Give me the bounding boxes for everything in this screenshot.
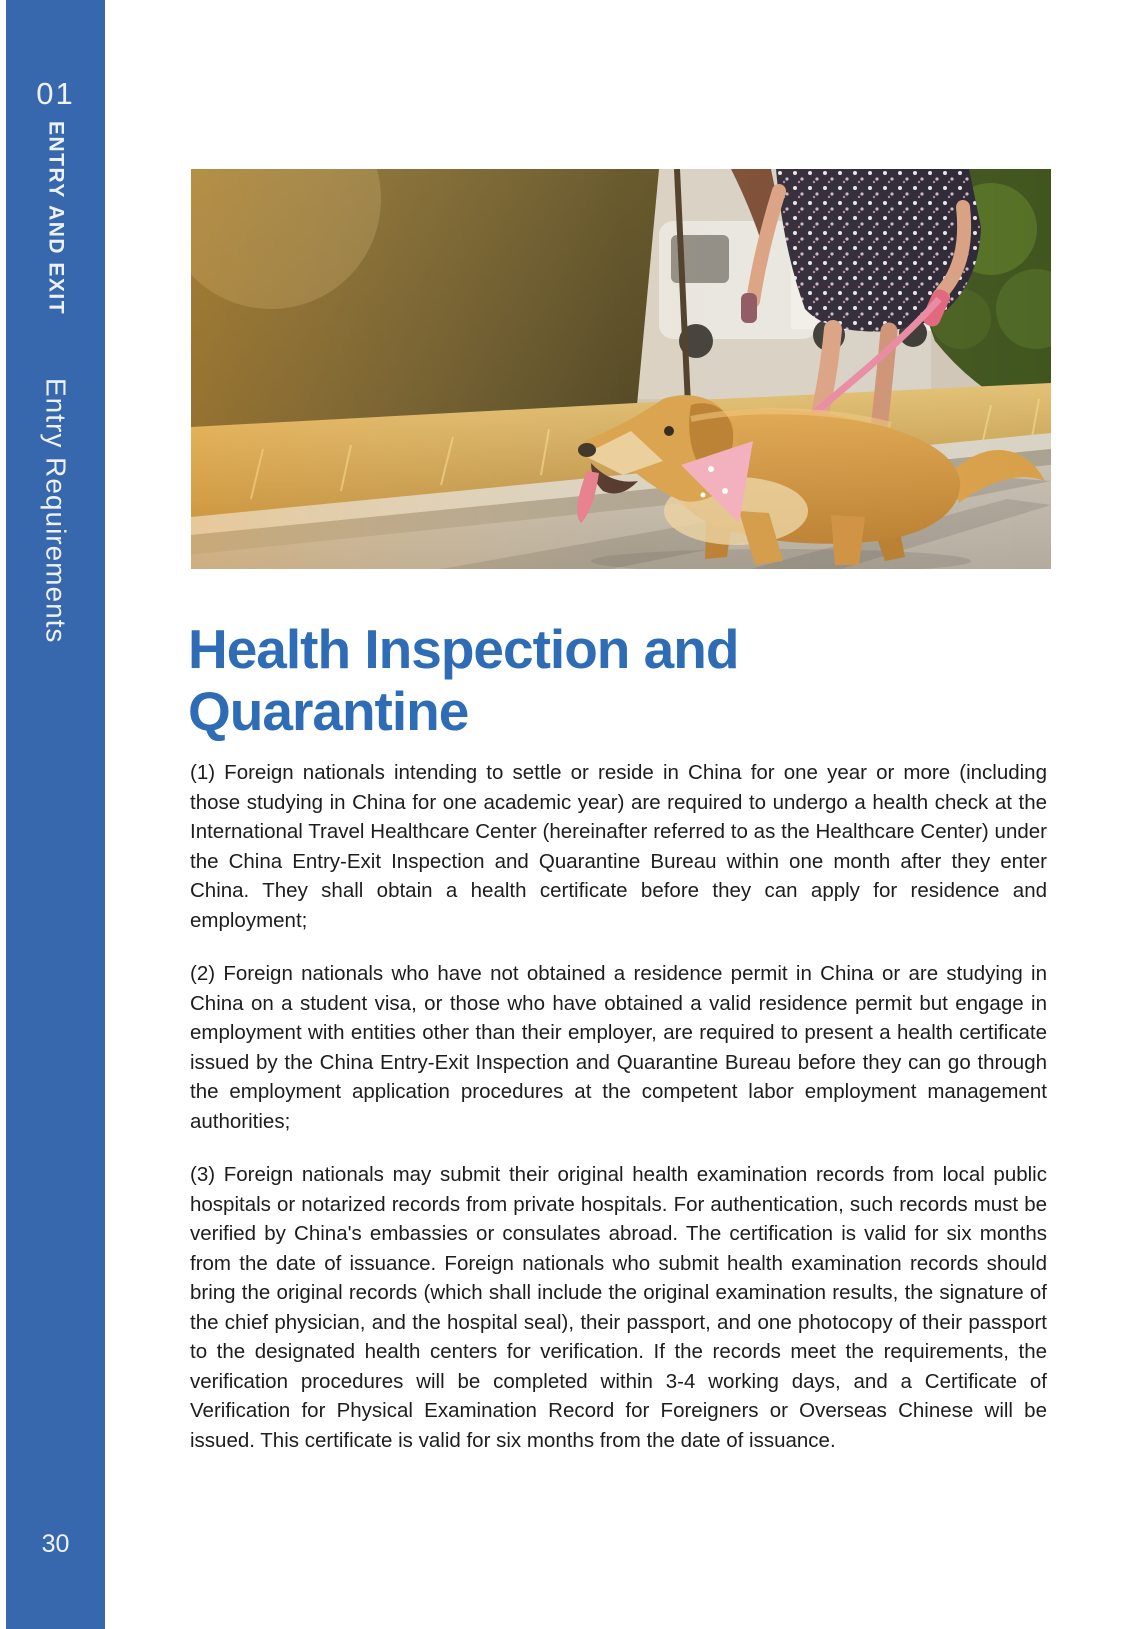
chapter-title: ENTRY AND EXIT xyxy=(44,121,68,316)
chapter-sidebar xyxy=(6,0,105,1629)
paragraph-1: (1) Foreign nationals intending to settle or reside in China for one year or more (including those studying in China for one academic year) are required to undergo a health check at the International Travel Healthcare Center (hereinafter referred to as the Healthcare Center) under the China Entry-Exit Inspection and Quarantine Bureau within one month after they enter China. They shall obtain a health certificate before they can apply for residence and employment; xyxy=(190,761,1047,932)
section-title: Entry Requirements xyxy=(40,378,72,644)
paragraph-2: (2) Foreign nationals who have not obtained a residence permit in China or are studying in China on a student visa, or those who have obtained a valid residence permit but engage in employment with entities other than their employer, are required to present a health certificate issued by the China Entry-Exit Inspection and Quarantine Bureau before they can go through the employment application procedures at the competent labor employment management authorities; xyxy=(190,962,1047,1133)
hero-photo xyxy=(191,169,1051,569)
body-text xyxy=(190,758,1047,1479)
page-title: Health Inspection and Quarantine xyxy=(188,618,739,742)
dog-walk-illustration xyxy=(191,169,1051,569)
sunlight-overlay xyxy=(191,169,1051,569)
page-number: 30 xyxy=(41,1530,70,1558)
chapter-number: 01 xyxy=(36,76,75,111)
paragraph-3: (3) Foreign nationals may submit their original health examination records from local public hospitals or notarized records from private hospitals. For authentication, such records must be verified by China's embassies or consulates abroad. The certification is valid for six months from the date of issuance. Foreign nationals who submit health examination records should bring the original records (which shall include the original examination results, the signature of the chief physician, and the hospital seal), their passport, and one photocopy of their passport to the designated health centers for verification. If the records meet the requirements, the verification procedures will be completed within 3-4 working days, and a Certificate of Verification for Physical Examination Record for Foreigners or Overseas Chinese will be issued. This certificate is valid for six months from the date of issuance. xyxy=(190,1163,1047,1452)
